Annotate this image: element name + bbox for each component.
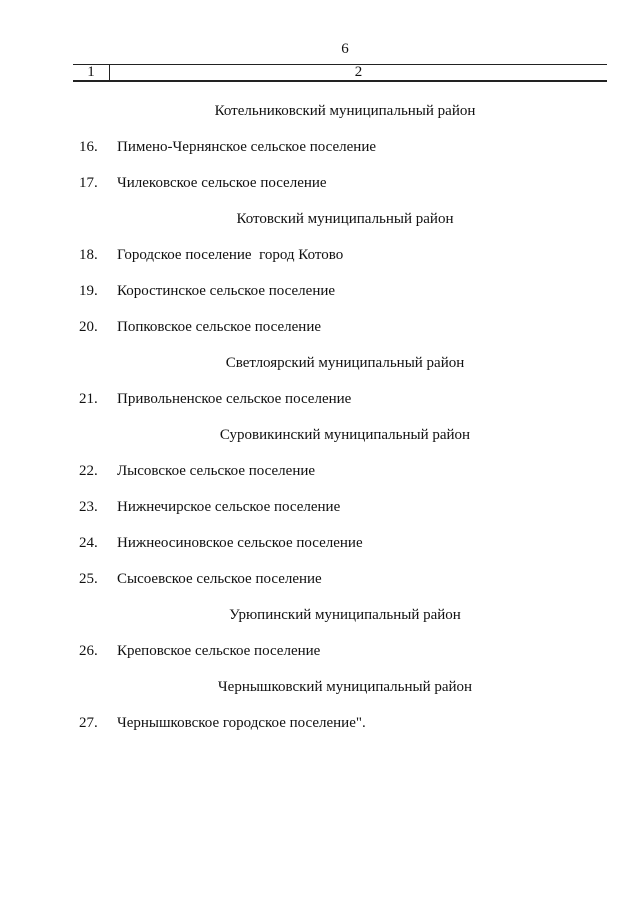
item-name: Нижнечирское сельское поселение — [117, 499, 341, 515]
district-heading: Светлоярский муниципальный район — [225, 355, 465, 371]
settlement-list — [0, 101, 640, 749]
page-number: 6 — [341, 41, 349, 57]
item-number: 16. — [79, 139, 98, 155]
list-item — [0, 569, 640, 605]
list-item — [0, 389, 640, 425]
item-name: Городское поселение город Котово — [117, 247, 344, 263]
item-name: Чилековское сельское поселение — [117, 175, 327, 191]
district-heading: Суровикинский муниципальный район — [219, 427, 471, 443]
item-number: 22. — [79, 463, 98, 479]
item-name: Привольненское сельское поселение — [117, 391, 352, 407]
item-number: 25. — [79, 571, 98, 587]
item-name: Пимено-Чернянское сельское поселение — [117, 139, 377, 155]
item-name: Коростинское сельское поселение — [117, 283, 336, 299]
list-item — [0, 245, 640, 281]
list-item — [0, 317, 640, 353]
list-item — [0, 281, 640, 317]
column-header-table — [73, 64, 607, 81]
item-number: 19. — [79, 283, 98, 299]
item-name: Попковское сельское поселение — [117, 319, 322, 335]
item-number: 23. — [79, 499, 98, 515]
item-number: 17. — [79, 175, 98, 191]
list-item — [0, 173, 640, 209]
item-number: 24. — [79, 535, 98, 551]
list-item — [0, 713, 640, 749]
district-heading: Урюпинский муниципальный район — [229, 607, 461, 623]
district-heading: Котовский муниципальный район — [236, 211, 454, 227]
list-item — [0, 533, 640, 569]
item-number: 18. — [79, 247, 98, 263]
district-heading: Чернышковский муниципальный район — [217, 679, 473, 695]
item-number: 27. — [79, 715, 98, 731]
district-heading: Котельниковский муниципальный район — [214, 103, 476, 119]
item-name: Чернышковское городское поселение". — [117, 715, 366, 731]
item-number: 21. — [79, 391, 98, 407]
header-column-2: 2 — [354, 64, 363, 80]
list-item — [0, 497, 640, 533]
header-bottom-rule — [73, 80, 607, 82]
item-number: 20. — [79, 319, 98, 335]
item-name: Нижнеосиновское сельское поселение — [117, 535, 363, 551]
list-item — [0, 137, 640, 173]
list-item — [0, 461, 640, 497]
item-name: Креповское сельское поселение — [117, 643, 321, 659]
list-item — [0, 641, 640, 677]
item-name: Сысоевское сельское поселение — [117, 571, 322, 587]
item-name: Лысовское сельское поселение — [117, 463, 316, 479]
item-number: 26. — [79, 643, 98, 659]
header-column-1: 1 — [87, 64, 95, 80]
